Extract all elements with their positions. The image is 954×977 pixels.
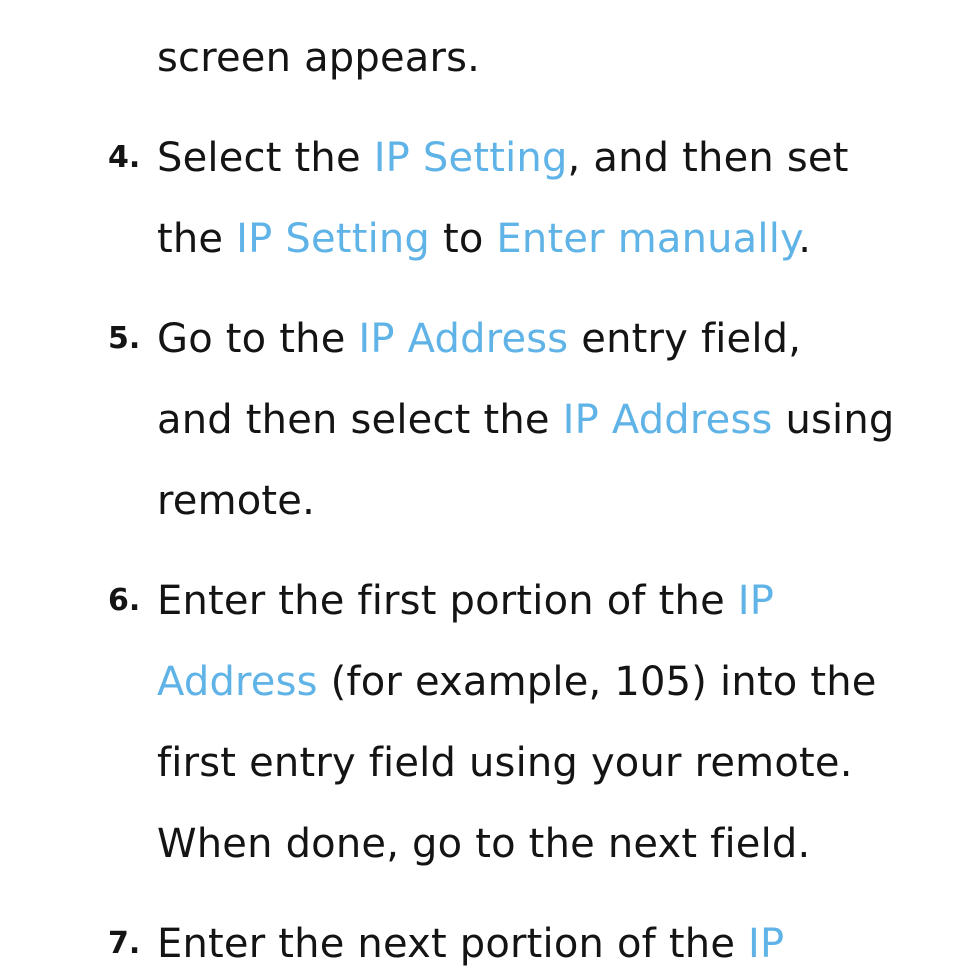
step-number: 4. — [108, 140, 141, 175]
step-line — [157, 658, 877, 706]
text-run: Enter the next portion of the — [157, 921, 749, 967]
text-run: to — [430, 216, 497, 262]
text-run: first entry field using your remote. — [157, 740, 853, 786]
step-line — [157, 920, 784, 968]
text-run: and then select the — [157, 397, 563, 443]
step-line — [157, 134, 849, 182]
highlight-term: IP — [737, 578, 775, 624]
highlight-term: IP — [748, 921, 785, 967]
intro-line — [157, 34, 480, 82]
highlight-term: IP Address — [358, 316, 569, 362]
highlight-term: IP Address — [562, 397, 773, 443]
step-line — [157, 477, 315, 525]
step-line — [157, 577, 774, 625]
highlight-term: Address — [157, 659, 318, 705]
step-line — [157, 215, 811, 263]
text-run: , and then set — [567, 135, 849, 181]
text-run: Select the — [157, 135, 374, 181]
text-run: the — [157, 216, 237, 262]
step-number: 7. — [108, 926, 141, 961]
text-run: When done, go to the next field. — [157, 821, 811, 867]
highlight-term: IP Setting — [373, 135, 568, 181]
step-line — [157, 739, 853, 787]
step-line — [157, 396, 895, 444]
highlight-term: Enter manually — [496, 216, 799, 262]
intro-text: screen appears. — [157, 35, 481, 81]
step-number: 5. — [108, 321, 141, 356]
step-line — [157, 820, 810, 868]
text-run: entry field, — [568, 316, 802, 362]
text-run: (for example, 105) into the — [317, 659, 877, 705]
step-number: 6. — [108, 583, 141, 618]
text-run: Go to the — [157, 316, 359, 362]
text-run: Enter the first portion of the — [157, 578, 738, 624]
step-line — [157, 315, 801, 363]
highlight-term: IP Setting — [236, 216, 431, 262]
text-run: using — [772, 397, 895, 443]
text-run: . — [798, 216, 812, 262]
text-run: remote. — [157, 478, 316, 524]
